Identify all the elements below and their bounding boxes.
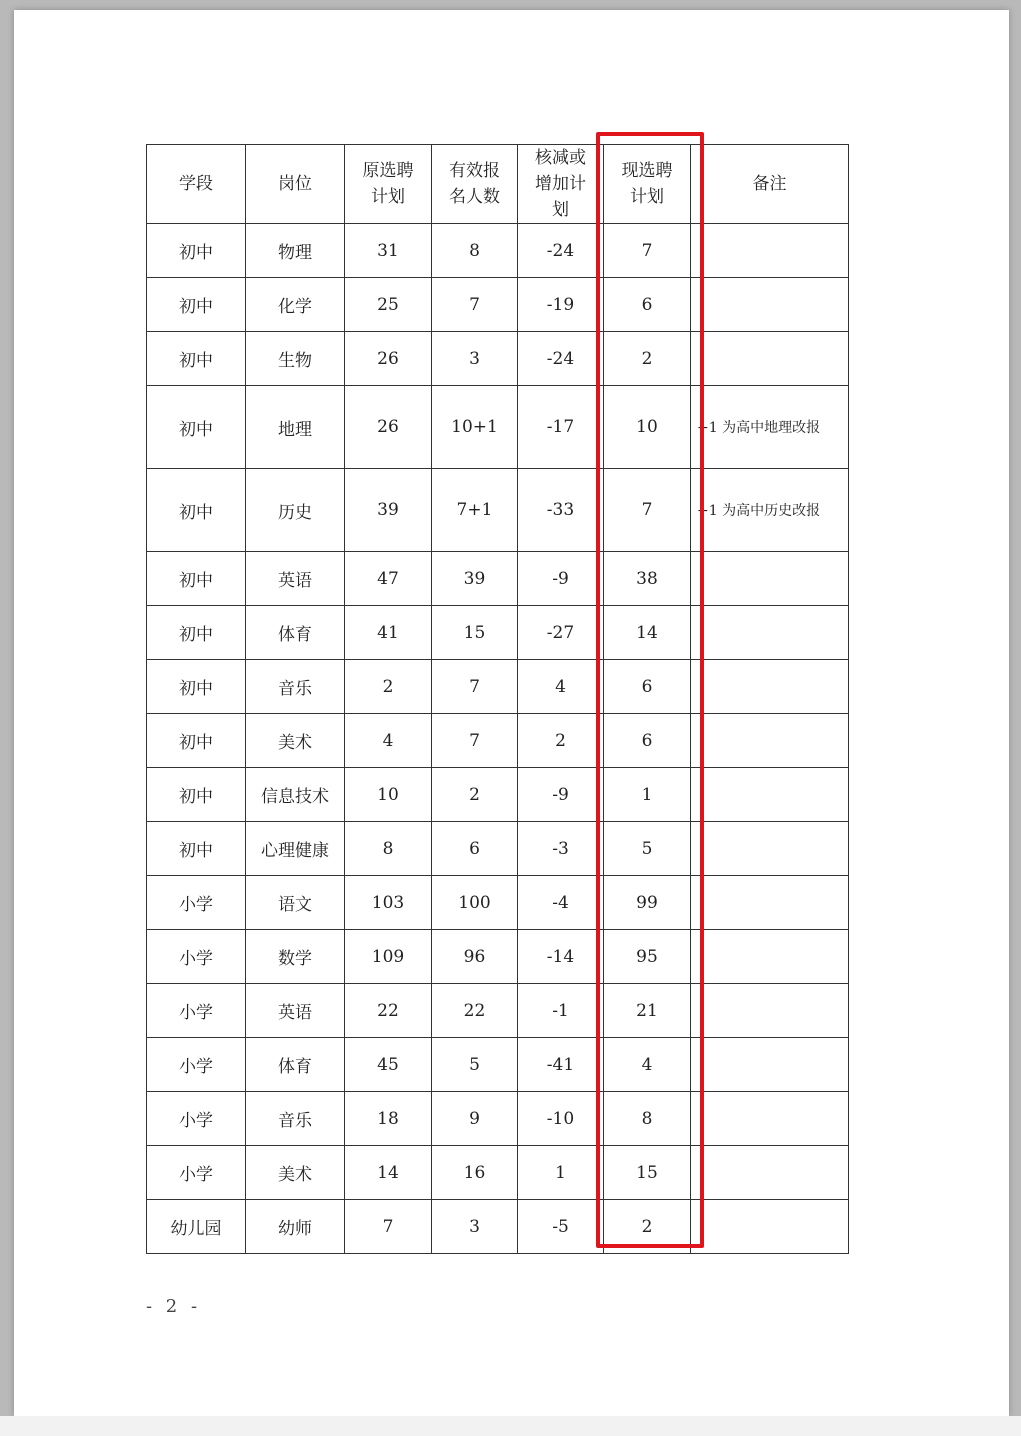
post-cell: 美术 <box>246 1146 345 1200</box>
post-cell: 幼师 <box>246 1200 345 1254</box>
table-row <box>147 224 849 278</box>
table-row <box>147 822 849 876</box>
change-cell: -10 <box>518 1092 604 1146</box>
stage-cell: 小学 <box>147 1146 246 1200</box>
applicants-cell: 3 <box>432 1200 518 1254</box>
current-plan-cell: 7 <box>604 469 691 552</box>
stage-cell: 初中 <box>147 714 246 768</box>
original-plan-cell: 8 <box>345 822 432 876</box>
current-plan-cell: 2 <box>604 332 691 386</box>
applicants-cell: 7+1 <box>432 469 518 552</box>
post-cell: 音乐 <box>246 660 345 714</box>
stage-cell: 初中 <box>147 552 246 606</box>
change-cell: -9 <box>518 552 604 606</box>
note-cell <box>691 224 849 278</box>
applicants-cell: 8 <box>432 224 518 278</box>
post-cell: 英语 <box>246 552 345 606</box>
post-cell: 物理 <box>246 224 345 278</box>
applicants-cell: 7 <box>432 278 518 332</box>
note-cell <box>691 876 849 930</box>
change-cell: -14 <box>518 930 604 984</box>
post-cell: 化学 <box>246 278 345 332</box>
post-cell: 体育 <box>246 1038 345 1092</box>
table-row <box>147 768 849 822</box>
note-cell <box>691 714 849 768</box>
post-cell: 数学 <box>246 930 345 984</box>
header-stage: 学段 <box>147 145 246 224</box>
original-plan-cell: 25 <box>345 278 432 332</box>
note-cell <box>691 984 849 1038</box>
applicants-cell: 96 <box>432 930 518 984</box>
table-row <box>147 1038 849 1092</box>
header-post: 岗位 <box>246 145 345 224</box>
table-header-row <box>147 145 849 224</box>
original-plan-cell: 14 <box>345 1146 432 1200</box>
header-original-plan: 原选聘 计划 <box>345 145 432 224</box>
post-cell: 体育 <box>246 606 345 660</box>
table-row <box>147 1200 849 1254</box>
post-cell: 语文 <box>246 876 345 930</box>
stage-cell: 初中 <box>147 469 246 552</box>
applicants-cell: 39 <box>432 552 518 606</box>
table-row <box>147 660 849 714</box>
post-cell: 生物 <box>246 332 345 386</box>
change-cell: 4 <box>518 660 604 714</box>
stage-cell: 初中 <box>147 224 246 278</box>
applicants-cell: 10+1 <box>432 386 518 469</box>
stage-cell: 初中 <box>147 822 246 876</box>
current-plan-cell: 14 <box>604 606 691 660</box>
change-cell: 1 <box>518 1146 604 1200</box>
stage-cell: 初中 <box>147 660 246 714</box>
note-cell <box>691 278 849 332</box>
note-cell: +1 为高中地理改报 <box>691 386 849 469</box>
original-plan-cell: 39 <box>345 469 432 552</box>
change-cell: -1 <box>518 984 604 1038</box>
original-plan-cell: 109 <box>345 930 432 984</box>
post-cell: 心理健康 <box>246 822 345 876</box>
current-plan-cell: 6 <box>604 278 691 332</box>
applicants-cell: 100 <box>432 876 518 930</box>
note-cell <box>691 1038 849 1092</box>
table-row <box>147 1092 849 1146</box>
table-row <box>147 552 849 606</box>
current-plan-cell: 4 <box>604 1038 691 1092</box>
change-cell: -24 <box>518 224 604 278</box>
current-plan-cell: 8 <box>604 1092 691 1146</box>
page-number: - 2 - <box>146 1296 202 1317</box>
table-row <box>147 930 849 984</box>
original-plan-cell: 18 <box>345 1092 432 1146</box>
note-cell <box>691 930 849 984</box>
change-cell: -27 <box>518 606 604 660</box>
stage-cell: 初中 <box>147 278 246 332</box>
current-plan-cell: 95 <box>604 930 691 984</box>
stage-cell: 小学 <box>147 1038 246 1092</box>
current-plan-cell: 6 <box>604 714 691 768</box>
stage-cell: 初中 <box>147 332 246 386</box>
applicants-cell: 16 <box>432 1146 518 1200</box>
original-plan-cell: 45 <box>345 1038 432 1092</box>
note-cell <box>691 606 849 660</box>
applicants-cell: 22 <box>432 984 518 1038</box>
original-plan-cell: 2 <box>345 660 432 714</box>
current-plan-cell: 21 <box>604 984 691 1038</box>
change-cell: 2 <box>518 714 604 768</box>
note-cell: +1 为高中历史改报 <box>691 469 849 552</box>
original-plan-cell: 26 <box>345 332 432 386</box>
current-plan-cell: 15 <box>604 1146 691 1200</box>
original-plan-cell: 31 <box>345 224 432 278</box>
current-plan-cell: 1 <box>604 768 691 822</box>
current-plan-cell: 99 <box>604 876 691 930</box>
applicants-cell: 5 <box>432 1038 518 1092</box>
original-plan-cell: 47 <box>345 552 432 606</box>
stage-cell: 初中 <box>147 768 246 822</box>
change-cell: -19 <box>518 278 604 332</box>
original-plan-cell: 4 <box>345 714 432 768</box>
note-cell <box>691 1146 849 1200</box>
table-row <box>147 1146 849 1200</box>
note-cell <box>691 332 849 386</box>
table-body <box>147 224 849 1254</box>
table-row <box>147 469 849 552</box>
applicants-cell: 7 <box>432 660 518 714</box>
stage-cell: 小学 <box>147 1092 246 1146</box>
header-current-plan: 现选聘 计划 <box>604 145 691 224</box>
stage-cell: 小学 <box>147 876 246 930</box>
original-plan-cell: 22 <box>345 984 432 1038</box>
change-cell: -41 <box>518 1038 604 1092</box>
table-row <box>147 386 849 469</box>
applicants-cell: 6 <box>432 822 518 876</box>
applicants-cell: 2 <box>432 768 518 822</box>
original-plan-cell: 103 <box>345 876 432 930</box>
current-plan-highlight-box <box>596 132 704 1248</box>
change-cell: -33 <box>518 469 604 552</box>
current-plan-cell: 2 <box>604 1200 691 1254</box>
post-cell: 地理 <box>246 386 345 469</box>
original-plan-cell: 26 <box>345 386 432 469</box>
current-plan-cell: 6 <box>604 660 691 714</box>
applicants-cell: 7 <box>432 714 518 768</box>
table-row <box>147 332 849 386</box>
change-cell: -5 <box>518 1200 604 1254</box>
table-row <box>147 278 849 332</box>
original-plan-cell: 7 <box>345 1200 432 1254</box>
table-row <box>147 984 849 1038</box>
stage-cell: 初中 <box>147 386 246 469</box>
applicants-cell: 9 <box>432 1092 518 1146</box>
change-cell: -17 <box>518 386 604 469</box>
applicants-cell: 15 <box>432 606 518 660</box>
original-plan-cell: 10 <box>345 768 432 822</box>
header-note: 备注 <box>691 145 849 224</box>
current-plan-cell: 5 <box>604 822 691 876</box>
header-change: 核减或 增加计 划 <box>518 145 604 224</box>
page-gap <box>0 1416 1021 1436</box>
change-cell: -9 <box>518 768 604 822</box>
post-cell: 信息技术 <box>246 768 345 822</box>
change-cell: -4 <box>518 876 604 930</box>
table-row <box>147 606 849 660</box>
note-cell <box>691 822 849 876</box>
header-applicants: 有效报 名人数 <box>432 145 518 224</box>
post-cell: 历史 <box>246 469 345 552</box>
table-row <box>147 876 849 930</box>
stage-cell: 小学 <box>147 930 246 984</box>
recruitment-plan-table <box>146 144 849 1254</box>
stage-cell: 小学 <box>147 984 246 1038</box>
current-plan-cell: 7 <box>604 224 691 278</box>
note-cell <box>691 552 849 606</box>
post-cell: 英语 <box>246 984 345 1038</box>
change-cell: -3 <box>518 822 604 876</box>
note-cell <box>691 1200 849 1254</box>
change-cell: -24 <box>518 332 604 386</box>
applicants-cell: 3 <box>432 332 518 386</box>
table-row <box>147 714 849 768</box>
post-cell: 美术 <box>246 714 345 768</box>
original-plan-cell: 41 <box>345 606 432 660</box>
post-cell: 音乐 <box>246 1092 345 1146</box>
note-cell <box>691 1092 849 1146</box>
stage-cell: 初中 <box>147 606 246 660</box>
stage-cell: 幼儿园 <box>147 1200 246 1254</box>
current-plan-cell: 10 <box>604 386 691 469</box>
note-cell <box>691 660 849 714</box>
current-plan-cell: 38 <box>604 552 691 606</box>
note-cell <box>691 768 849 822</box>
